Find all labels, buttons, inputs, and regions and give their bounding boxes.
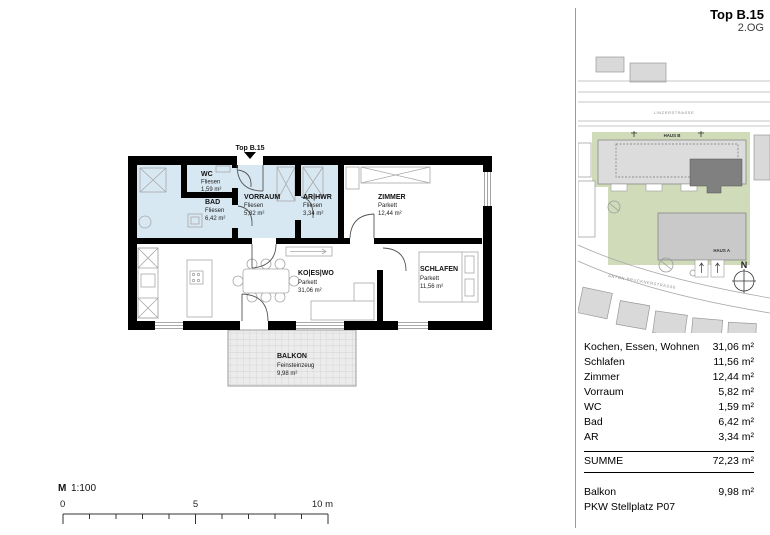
unit-title: Top B.15 xyxy=(710,7,764,22)
summary-value: 72,23 m² xyxy=(712,455,754,467)
row-label: Bad xyxy=(584,416,603,428)
row-value: 3,34 m² xyxy=(718,431,754,443)
panel-divider xyxy=(575,8,576,528)
room-floor-arhwr: Fliesen xyxy=(303,203,323,209)
compass-north-label: N xyxy=(740,260,748,270)
row-label: AR xyxy=(584,431,599,443)
row-label: Vorraum xyxy=(584,386,624,398)
room-area-balkon: 9,98 m² xyxy=(277,371,298,377)
room-area-zimmer: 12,44 m² xyxy=(378,211,402,217)
row-value: 11,56 m² xyxy=(713,356,754,368)
room-floor-koeswo: Parkett xyxy=(298,280,318,286)
table-row xyxy=(584,355,754,370)
room-name-wc: WC xyxy=(201,171,213,178)
room-name-balkon: BALKON xyxy=(277,353,307,360)
haus-b-label: HAUS B xyxy=(663,133,681,138)
row-value: 5,82 m² xyxy=(718,386,754,398)
room-area-bad: 6,42 m² xyxy=(205,216,226,222)
row-value: 12,44 m² xyxy=(712,371,754,383)
scale-prefix: M xyxy=(58,483,67,494)
room-area-wc: 1,59 m² xyxy=(201,187,222,193)
room-floor-balkon: Feinsteinzeug xyxy=(277,363,315,369)
extra-row xyxy=(584,500,754,515)
room-name-vorraum: VORRAUM xyxy=(244,194,281,201)
table-row xyxy=(584,385,754,400)
room-name-arhwr: AR|HWR xyxy=(303,194,332,201)
room-floor-wc: Fliesen xyxy=(201,179,221,186)
row-value: 6,42 m² xyxy=(718,416,754,428)
extra-row xyxy=(584,485,754,500)
row-value: 1,59 m² xyxy=(718,401,754,413)
room-floor-vorraum: Fliesen xyxy=(244,203,264,209)
row-label: Schlafen xyxy=(584,356,625,368)
summary-label: SUMME xyxy=(584,455,624,467)
scale-ratio: 1:100 xyxy=(71,483,97,494)
scale-bar xyxy=(58,483,333,524)
room-name-zimmer: ZIMMER xyxy=(378,194,406,201)
haus-a-label: HAUS A xyxy=(713,248,730,253)
summary-row xyxy=(584,454,754,469)
row-value: 31,06 m² xyxy=(712,341,754,353)
room-area-schlafen: 11,56 m² xyxy=(420,284,444,290)
entrance-label: Top B.15 xyxy=(235,145,265,152)
extra-value: 9,98 m² xyxy=(718,486,754,498)
scale-tick-10: 10 m xyxy=(311,499,333,510)
floor-level: 2.OG xyxy=(737,22,764,34)
row-label: Kochen, Essen, Wohnen xyxy=(584,341,700,353)
room-floor-zimmer: Parkett xyxy=(378,203,398,209)
table-row xyxy=(584,415,754,430)
table-row xyxy=(584,370,754,385)
summary-block xyxy=(584,451,754,473)
room-floor-schlafen: Parkett xyxy=(420,276,440,282)
scale-tick-0: 0 xyxy=(60,499,66,510)
room-floor-bad: Fliesen xyxy=(205,208,225,214)
room-area-arhwr: 3,34 m² xyxy=(303,211,324,217)
room-name-bad: BAD xyxy=(205,199,221,206)
row-label: WC xyxy=(584,401,602,413)
table-row xyxy=(584,340,754,355)
room-area-vorraum: 5,82 m² xyxy=(244,211,265,217)
street-bottom-label: ANTON-BRUCKNERSTRASSE xyxy=(607,273,677,290)
table-row xyxy=(584,400,754,415)
extra-label: PKW Stellplatz P07 xyxy=(584,501,676,513)
room-area-koeswo: 31,06 m² xyxy=(298,288,322,294)
row-label: Zimmer xyxy=(584,371,620,383)
extras-block xyxy=(584,485,754,515)
scale-tick-5: 5 xyxy=(192,499,199,510)
entrance-marker xyxy=(235,145,264,159)
entrance-arrow-icon xyxy=(244,152,256,159)
street-top-label: LINZERSTRASSE xyxy=(653,110,695,115)
room-name-schlafen: SCHLAFEN xyxy=(420,266,459,273)
table-row xyxy=(584,430,754,445)
room-name-koeswo: KO|ES|WO xyxy=(298,270,334,277)
extra-label: Balkon xyxy=(584,486,617,498)
sheet-header xyxy=(710,8,764,35)
area-table xyxy=(584,340,754,515)
info-panel xyxy=(578,0,770,535)
